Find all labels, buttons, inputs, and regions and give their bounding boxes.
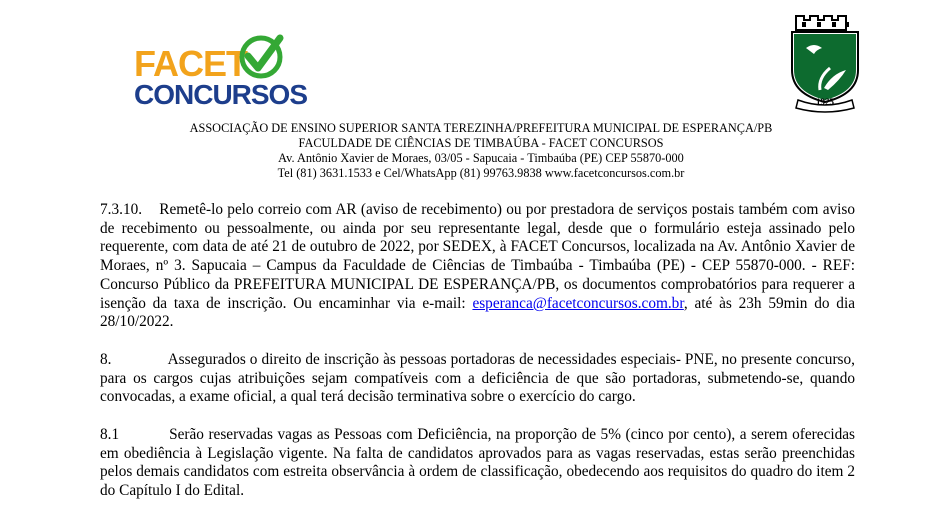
letterhead-institution: ASSOCIAÇÃO DE ENSINO SUPERIOR SANTA TEREZINHA/PREFEITURA MUNICIPAL DE ESPERANÇA/PB	[189, 121, 773, 135]
coat-of-arms-year: 1925	[816, 97, 834, 107]
paragraph-number: 7.3.10.	[100, 201, 143, 218]
facet-concursos-logo	[134, 32, 308, 110]
paragraph-text: Assegurados o direito de inscrição às pessoas portadoras de necessidades especiais- PNE, no presente concurso, para os cargos cujas atribuições sejam compatíveis com a deficiência de que são portadoras, submetendo-se, quando convocadas, a exame oficial, a qual terá decisão terminativa sobre o exercício do cargo.	[100, 350, 855, 406]
letterhead-contact: Tel (81) 3631.1533 e Cel/WhatsApp (81) 99763.9838 www.facetconcursos.com.br	[277, 166, 685, 180]
letterhead-faculty: FACULDADE DE CIÊNCIAS DE TIMBAÚBA - FACET CONCURSOS	[298, 136, 664, 150]
letterhead-address: Av. Antônio Xavier de Moraes, 03/05 - Sapucaia - Timbaúba (PE) CEP 55870-000	[278, 151, 684, 165]
paragraph-8-1	[100, 426, 855, 501]
document-body	[100, 201, 855, 501]
paragraph-number: 8.1	[100, 426, 120, 444]
paragraph-text: Remetê-lo pelo correio com AR (aviso de recebimento) ou por prestadora de serviços postais também com aviso de recebimento ou pessoalmente, ou ainda por seu representante legal, desde que o formulário esteja assinado pelo requerente, com data de até 21 de outubro de 2022, por SEDEX, à FACET Concursos, localizada na Av. Antônio Xavier de Moraes, nº 3. Sapucaia – Campus da Faculdade de Ciências de Timbaúba - Timbaúba (PE) - CEP 55870-000. - REF: Concurso Público da PREFEITURA MUNICIPAL DE ESPERANÇA/PB, os documentos comprobatórios para requerer a isenção da taxa de inscrição. Ou encaminhar via e-mail:	[100, 201, 856, 312]
email-link[interactable]: esperanca@facetconcursos.com.br	[472, 294, 684, 312]
paragraph-8	[100, 351, 855, 407]
municipal-coat-of-arms	[784, 12, 866, 112]
paragraph-7-3-10	[100, 201, 855, 332]
paragraph-text: Serão reservadas vagas as Pessoas com Deficiência, na proporção de 5% (cinco por cento), a serem oferecidas em obediência à Legislação vigente. Na falta de candidatos aprovados para as vagas reservadas, estas serão preenchidas pelos demais candidatos com estreita observância à ordem de classificação, obedecendo aos requisitos do quadro do item 2 do Capítulo I do Edital.	[100, 426, 855, 500]
letterhead	[100, 121, 862, 181]
paragraph-tail: , até às 23h 59min do dia 28/10/2022.	[100, 294, 855, 331]
logo-text-concursos: CONCURSOS	[134, 79, 308, 110]
logo-text-facet: FACET	[134, 43, 248, 84]
paragraph-number: 8.	[100, 350, 112, 368]
